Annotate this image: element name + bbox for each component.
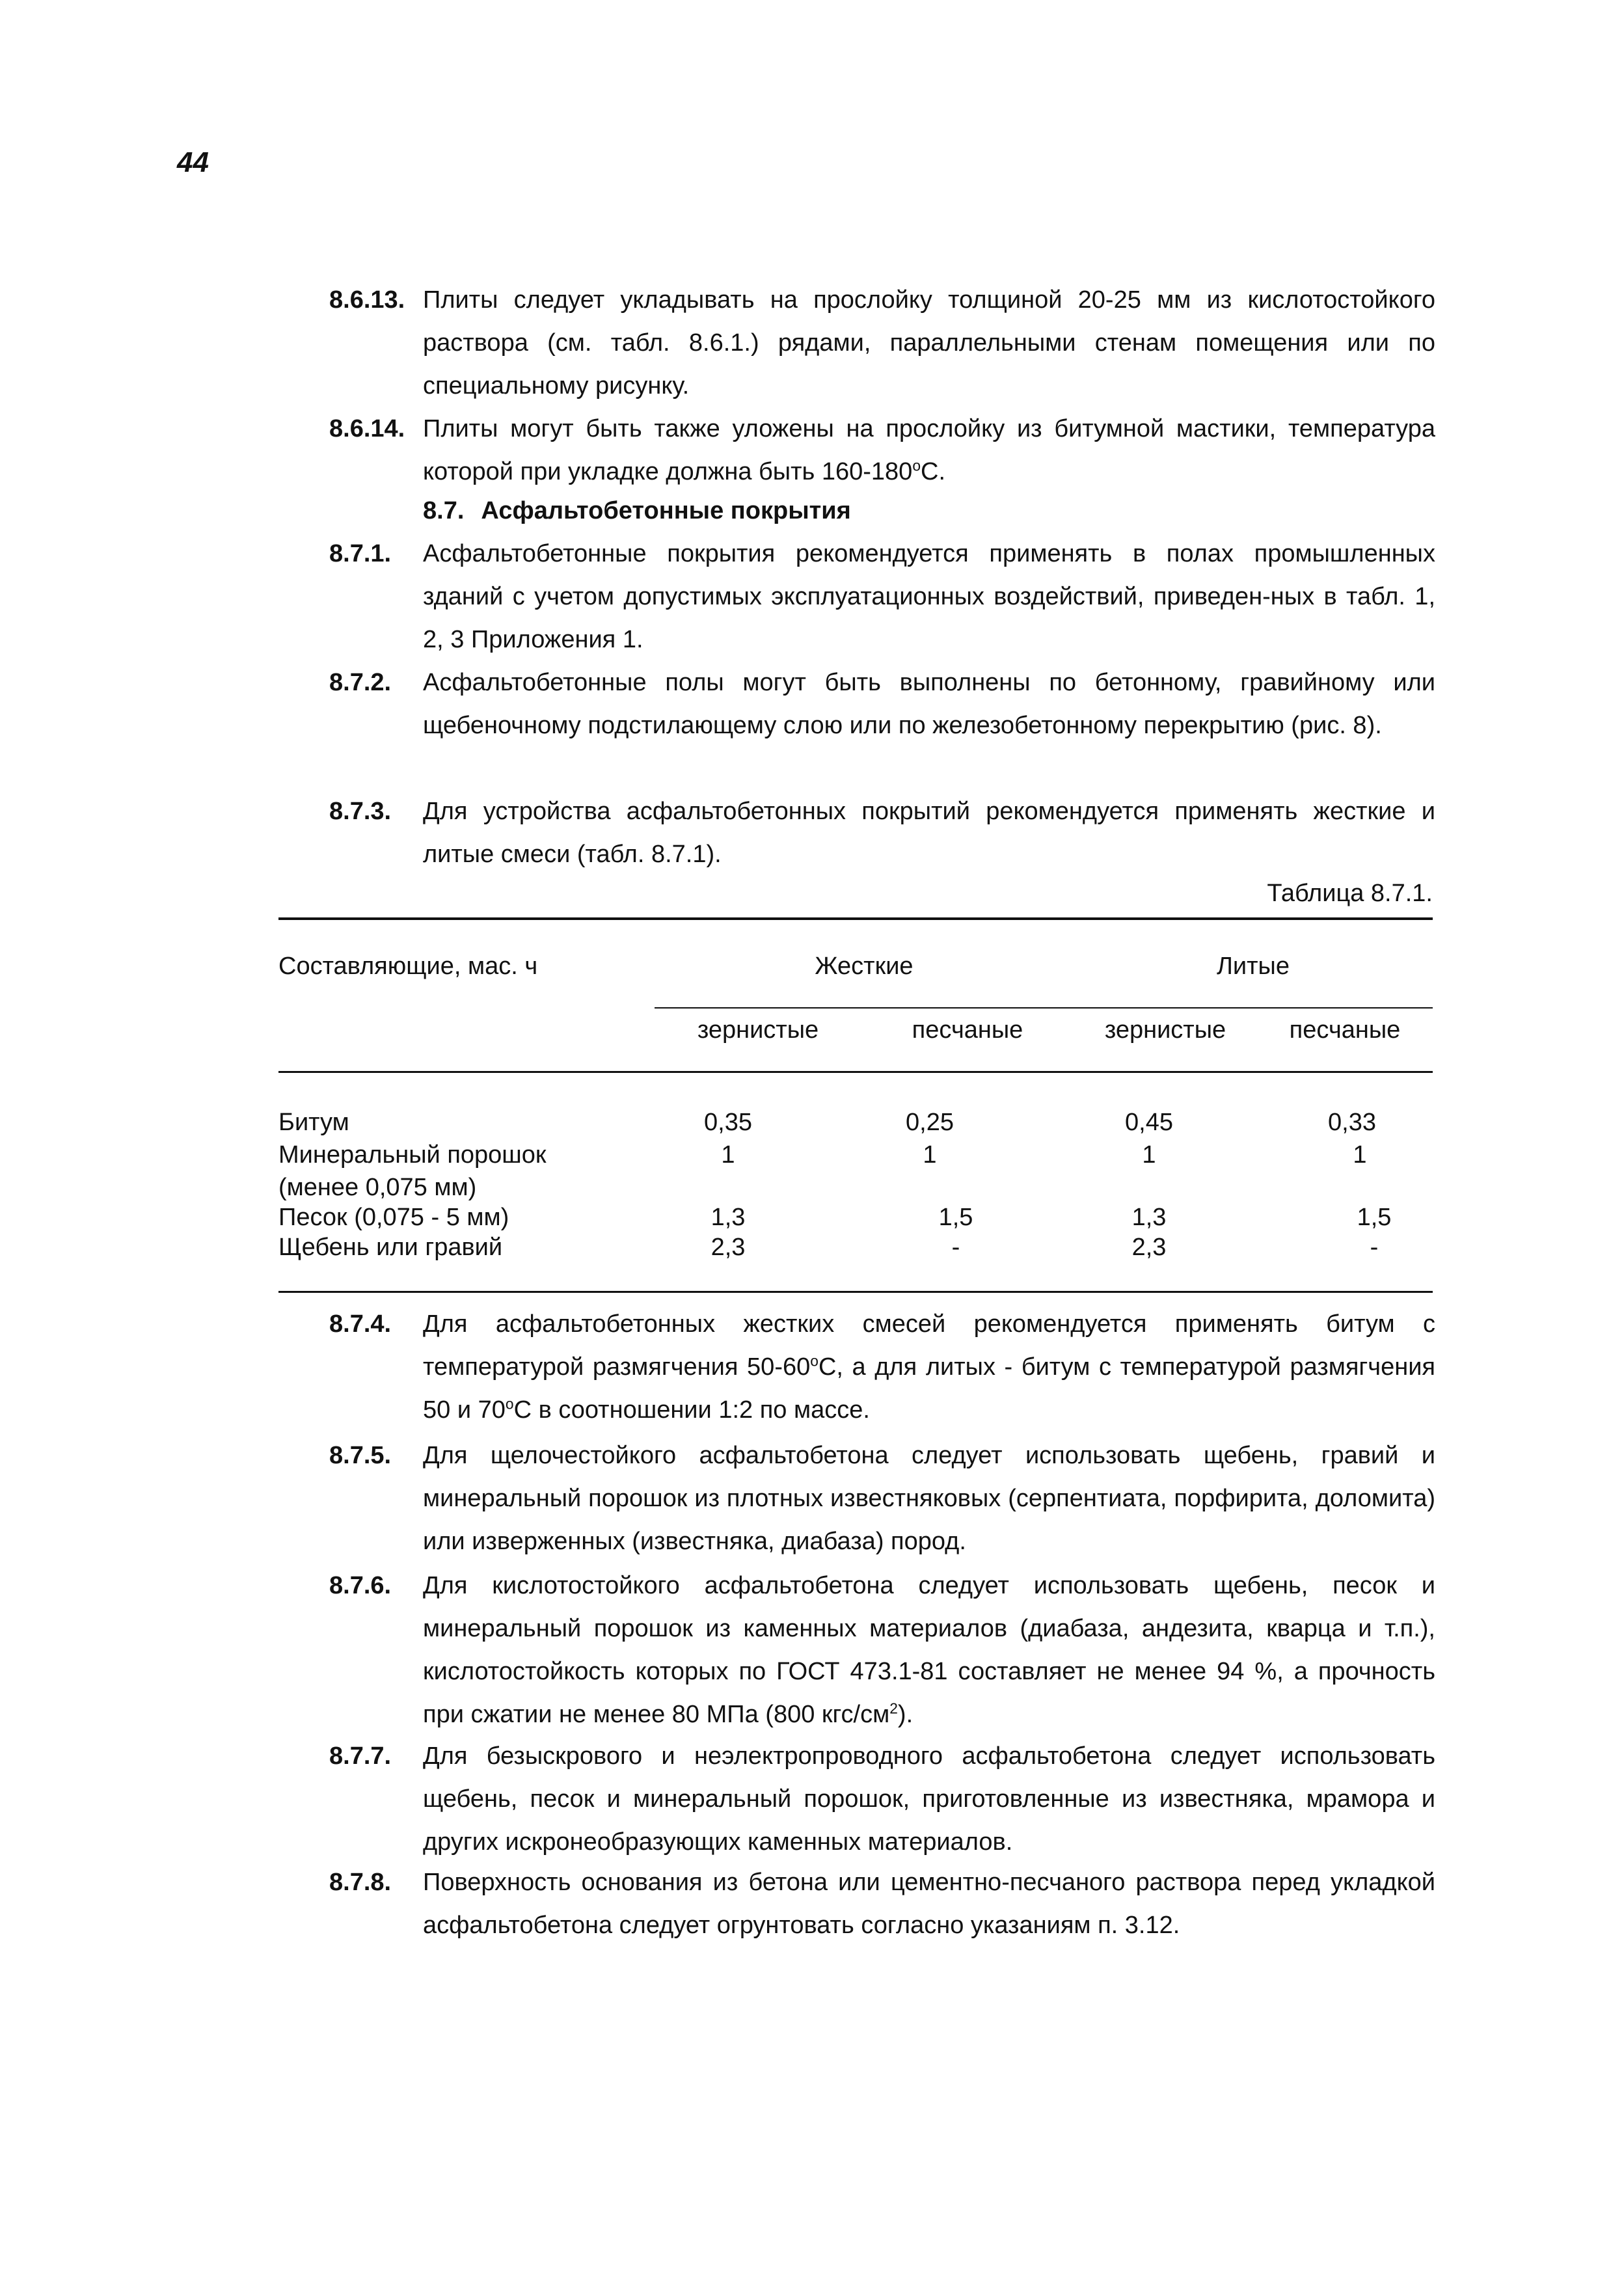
table-bottom-rule [278, 1291, 1433, 1293]
clause-number: 8.6.14. [329, 415, 405, 442]
cell: - [1370, 1234, 1379, 1261]
clause-number: 8.6.13. [329, 286, 405, 314]
clause-8-7-4 [329, 1303, 1435, 1431]
subheader-rule [655, 1007, 1433, 1009]
table-caption: Таблица 8.7.1. [1267, 880, 1433, 907]
row-label: Песок (0,075 - 5 мм) [278, 1204, 509, 1231]
page-number: 44 [177, 146, 209, 178]
cell: 1,5 [938, 1204, 973, 1231]
row-label: Минеральный порошок [278, 1141, 547, 1169]
clause-8-7-6 [329, 1564, 1435, 1736]
section-heading [423, 489, 851, 532]
cell: 1 [923, 1141, 937, 1169]
clause-text: Для безыскрового и неэлектропроводного асфальтобетона следует использовать щебень, песок и минеральный порошок, приготовленные из известняка, мрамора и других искронеобразующих каменных материалов. [423, 1742, 1435, 1856]
cell: 1 [1142, 1141, 1156, 1169]
clause-text: Асфальтобетонные полы могут быть выполнены по бетонному, гравийному или щебеночному подстилающему слою или по железобетонному перекрытию (рис. 8). [423, 669, 1435, 739]
clause-number: 8.7.8. [329, 1869, 392, 1896]
cell: 1 [1353, 1141, 1367, 1169]
clause-number: 8.7.1. [329, 540, 392, 567]
clause-8-6-13 [329, 278, 1435, 407]
section-number: 8.7. [423, 497, 465, 524]
clause-text: Для асфальтобетонных жестких смесей рекомендуется применять битум с температурой размягчения 50-60$^o$С, а для литых - битум с температурой размягчения 50 и 70$^o$С в соотношении 1:2 по массе. [423, 1310, 1435, 1424]
header-cast: Литые [1216, 953, 1290, 980]
clause-number: 8.7.4. [329, 1310, 392, 1338]
clause-text: Плиты следует укладывать на прослойку толщиной 20-25 мм из кислотостойкого раствора (см. табл. 8.6.1.) рядами, параллельными стенам помещения или по специальному рисунку. [423, 286, 1435, 400]
clause-number: 8.7.2. [329, 669, 392, 696]
header-rigid: Жесткие [815, 953, 914, 980]
clause-text: Асфальтобетонные покрытия рекомендуется применять в полах промышленных зданий с учетом допустимых эксплуатационных воздействий, приведен-ных в табл. 1, 2, 3 Приложения 1. [423, 540, 1435, 653]
table-top-rule [278, 917, 1433, 920]
cell: 0,33 [1328, 1109, 1376, 1136]
clause-number: 8.7.6. [329, 1572, 392, 1599]
header-components: Составляющие, мас. ч [278, 953, 538, 980]
clause-text: Для устройства асфальтобетонных покрытий рекомендуется применять жесткие и литые смеси (табл. 8.7.1). [423, 798, 1435, 868]
subheader-col3: зернистые [1104, 1016, 1226, 1044]
clause-8-7-5 [329, 1434, 1435, 1563]
cell: 0,45 [1125, 1109, 1173, 1136]
clause-8-7-1 [329, 532, 1435, 661]
clause-number: 8.7.3. [329, 798, 392, 825]
clause-text: Для щелочестойкого асфальтобетона следует использовать щебень, гравий и минеральный порошок из плотных известняковых (серпентиата, порфирита, доломита) или изверженных (известняка, диабаза) пород. [423, 1442, 1435, 1555]
clause-8-7-2 [329, 661, 1435, 747]
clause-8-6-14 [329, 407, 1435, 493]
clause-8-7-8 [329, 1861, 1435, 1947]
subheader-col2: песчаные [912, 1016, 1023, 1044]
subheader-col4: песчаные [1289, 1016, 1401, 1044]
clause-text: Для кислотостойкого асфальтобетона следует использовать щебень, песок и минеральный порошок из каменных материалов (диабаза, андезита, кварца и т.п.), кислотостойкость которых по ГОСТ 473.1-81 составляет не менее 94 %, а прочность при сжатии не менее 80 МПа (800 кгс/$см^2$). [423, 1572, 1435, 1728]
clause-8-7-7 [329, 1735, 1435, 1863]
clause-number: 8.7.5. [329, 1442, 392, 1469]
clause-number: 8.7.7. [329, 1742, 392, 1770]
cell: 1,3 [710, 1204, 746, 1231]
clause-8-7-3 [329, 790, 1435, 876]
section-title: Асфальтобетонные покрытия [481, 497, 851, 524]
row-label-continued: (менее 0,075 мм) [278, 1174, 477, 1201]
clause-text: Плиты могут быть также уложены на прослойку из битумной мастики, температура которой при укладке должна быть 160-180$^o$С. [423, 415, 1435, 485]
cell: 0,25 [906, 1109, 954, 1136]
subheader-col1: зернистые [697, 1016, 819, 1044]
cell: 2,3 [710, 1234, 746, 1261]
cell: - [951, 1234, 960, 1261]
cell: 2,3 [1131, 1234, 1167, 1261]
cell: 1,3 [1131, 1204, 1167, 1231]
clause-text: Поверхность основания из бетона или цементно-песчаного раствора перед укладкой асфальтобетона следует огрунтовать согласно указаниям п. 3.12. [423, 1869, 1435, 1939]
row-label: Битум [278, 1109, 349, 1136]
header-bottom-rule [278, 1071, 1433, 1073]
cell: 1,5 [1357, 1204, 1392, 1231]
cell: 0,35 [704, 1109, 752, 1136]
row-label: Щебень или гравий [278, 1234, 503, 1261]
cell: 1 [721, 1141, 735, 1169]
